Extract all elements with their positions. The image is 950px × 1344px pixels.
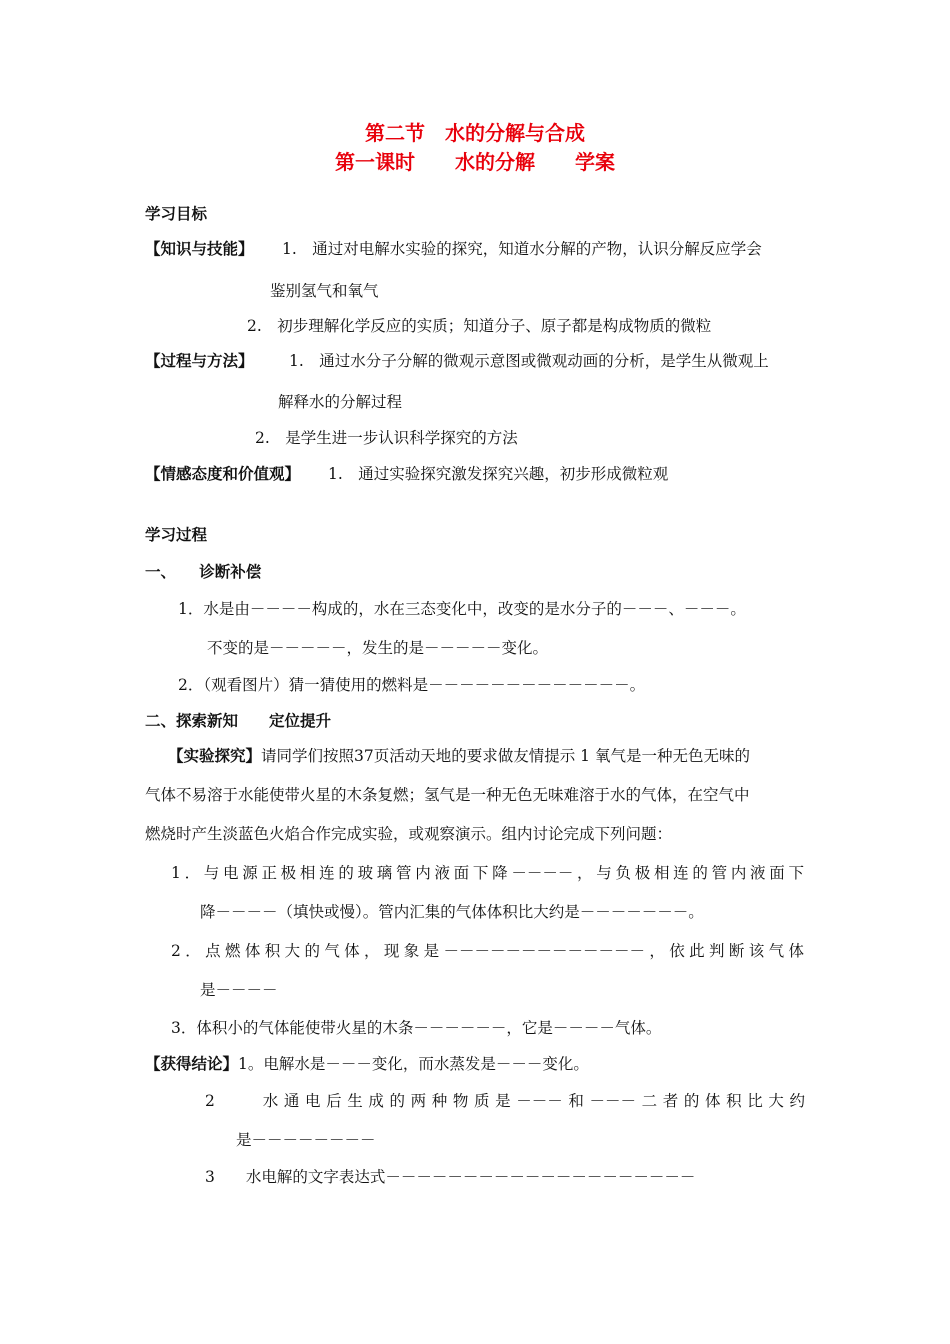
process-item-2: 2. 是学生进一步认识科学探究的方法 [255,429,518,447]
knowledge-item-1: 1. 通过对电解水实验的探究，知道水分解的产物，认识分解反应学会 [282,240,762,258]
conclusion-label: 【获得结论】 [145,1054,239,1073]
experiment-text: 请同学们按照37页活动天地的要求做友情提示 1 氧气是一种无色无味的 [261,747,750,765]
exp-question-1: 1．与电源正极相连的玻璃管内液面下降－－－－，与负极相连的管内液面下 [171,864,804,882]
experiment-paragraph-line-1 [168,745,750,767]
process-heading: 学习过程 [145,525,208,544]
knowledge-item-2: 2. 初步理解化学反应的实质；知道分子、原子都是构成物质的微粒 [247,317,712,335]
knowledge-label: 【知识与技能】 [145,239,254,258]
question-1: 1．水是由－－－－构成的，水在三态变化中，改变的是水分子的－－－、－－－。 [178,600,746,618]
experiment-paragraph-line-3: 燃烧时产生淡蓝色火焰合作完成实验，或观察演示。组内讨论完成下列问题： [145,825,673,843]
process-item-1: 1. 通过水分子分解的微观示意图或微观动画的分析，是学生从微观上 [289,352,769,370]
conclusion-item-2-cont: 是－－－－－－－－ [236,1131,376,1149]
exp-question-1-cont: 降－－－－（填快或慢）。管内汇集的气体体积比大约是－－－－－－－。 [200,903,704,921]
document-title: 第二节 水的分解与合成 [365,121,585,145]
experiment-label: 【实验探究】 [168,746,262,765]
section-1-heading: 一、 诊断补偿 [145,562,262,581]
conclusion-item-1: 1。电解水是－－－变化，而水蒸发是－－－变化。 [238,1055,589,1073]
process-label: 【过程与方法】 [145,351,254,370]
goals-heading: 学习目标 [145,204,208,223]
experiment-paragraph-line-2: 气体不易溶于水能使带火星的木条复燃；氢气是一种无色无味难溶于水的气体，在空气中 [145,786,750,804]
exp-question-2-cont: 是－－－－ [200,981,278,999]
question-2: 2．（观看图片）猜一猜使用的燃料是－－－－－－－－－－－－－。 [178,676,646,694]
conclusion-item-3: 3 水电解的文字表达式－－－－－－－－－－－－－－－－－－－－ [205,1168,696,1186]
document-subtitle: 第一课时 水的分解 学案 [335,150,615,174]
process-item-1-cont: 解释水的分解过程 [278,393,403,411]
question-1-cont: 不变的是－－－－－，发生的是－－－－－变化。 [207,639,549,657]
emotion-item-1: 1. 通过实验探究激发探究兴趣，初步形成微粒观 [328,465,669,483]
conclusion-item-2: 2 水通电后生成的两种物质是－－－和－－－二者的体积比大约 [205,1092,805,1110]
exp-question-3: 3．体积小的气体能使带火星的木条－－－－－－，它是－－－－气体。 [171,1019,662,1037]
exp-question-2: 2．点燃体积大的气体，现象是－－－－－－－－－－－－－，依此判断该气体 [171,942,804,960]
section-2-heading: 二、探索新知 定位提升 [145,711,332,730]
knowledge-item-1-cont: 鉴别氢气和氧气 [270,282,379,300]
conclusion-line-1 [145,1053,589,1075]
emotion-label: 【情感态度和价值观】 [145,464,301,483]
